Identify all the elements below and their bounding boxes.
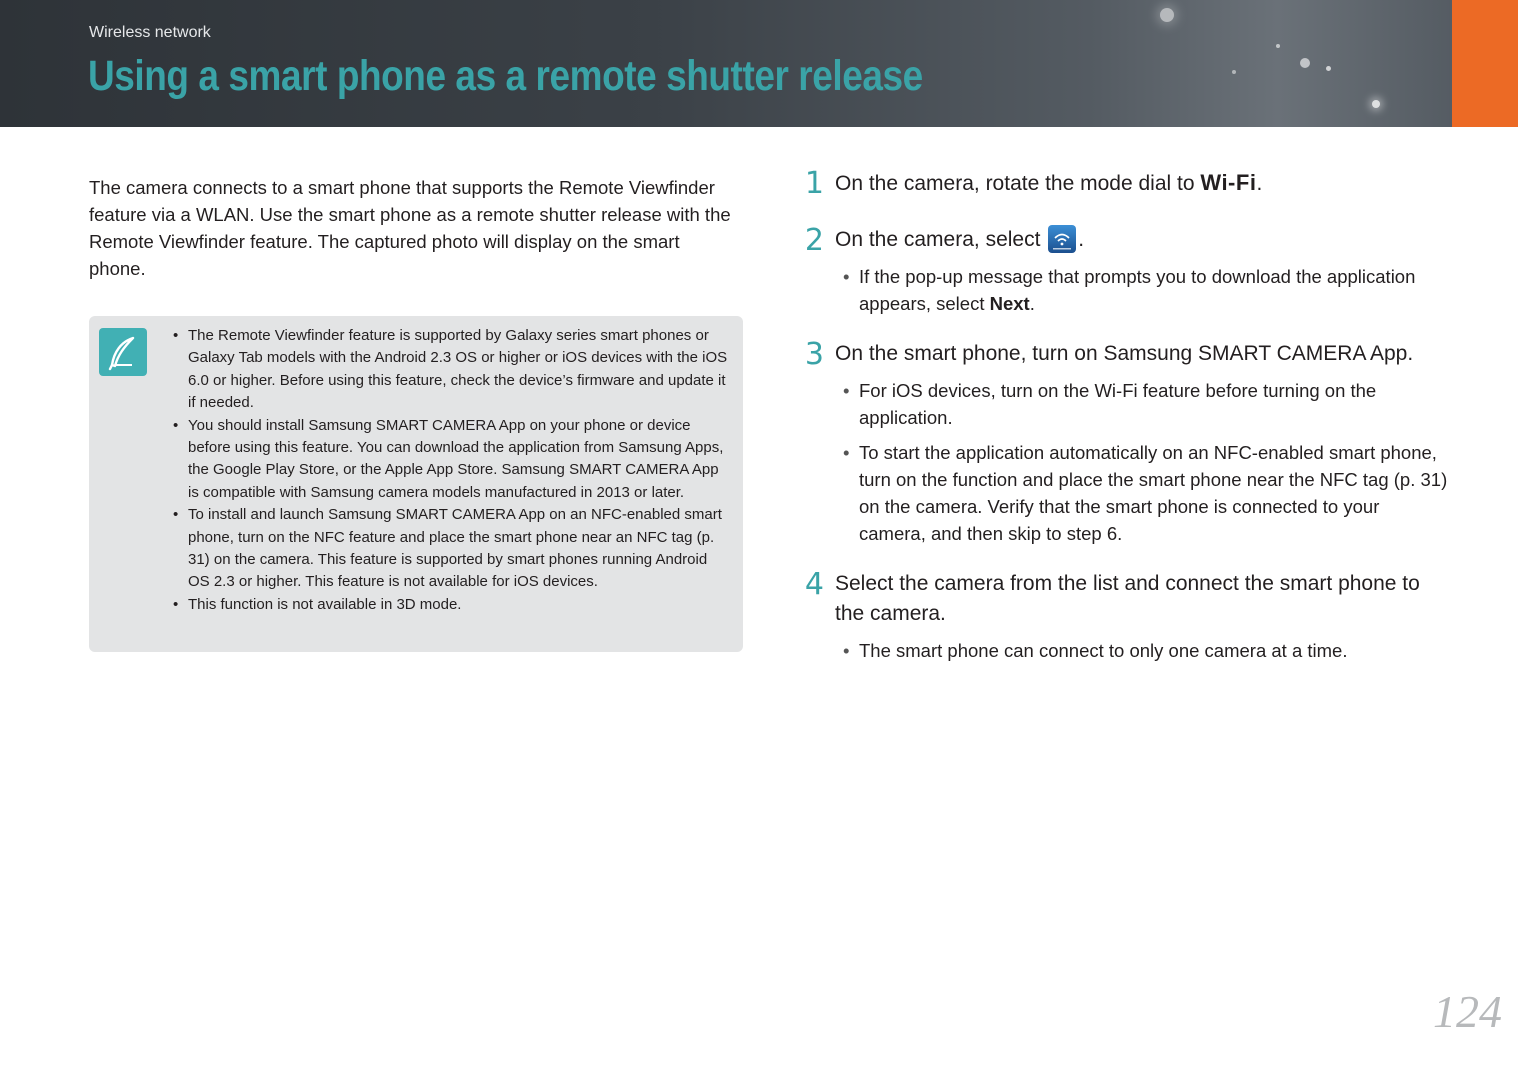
header-accent-tab — [1452, 0, 1518, 127]
note-item: • To install and launch Samsung SMART CAMERA App on an NFC-enabled smart phone, turn on the NFC feature and place the smart phone near an NFC tag (p. 31) on the camera. This feature is supported by smart phones running Android OS 2.3 or higher. This feature is not available for iOS devices. — [173, 504, 733, 594]
page-title: Using a smart phone as a remote shutter release — [88, 52, 923, 100]
step-sub-list — [835, 637, 1448, 664]
note-item: • This function is not available in 3D mode. — [173, 594, 733, 616]
step-sub-item: • For iOS devices, turn on the Wi-Fi feature before turning on the application. — [835, 377, 1448, 431]
sparkle-decoration — [1232, 70, 1236, 74]
page-number: 124 — [1433, 986, 1502, 1037]
sparkle-decoration — [1300, 58, 1310, 68]
intro-paragraph: The camera connects to a smart phone that supports the Remote Viewfinder feature via a WLAN. Use the smart phone as a remote shutter release with the Remote Viewfinder feature. The captured photo will display on the smart phone. — [89, 177, 731, 279]
sparkle-decoration — [1160, 8, 1174, 22]
note-box — [89, 316, 743, 652]
step-number: 4 — [804, 567, 824, 602]
steps-list — [798, 168, 1448, 672]
note-item: • You should install Samsung SMART CAMERA App on your phone or device before using this feature. You can download the application from Samsung Apps, the Google Play Store, or the Apple App Store. Samsung SMART CAMERA App is compatible with Samsung camera models manufactured in 2013 or later. — [173, 415, 733, 505]
step-text — [835, 225, 1448, 255]
sub-item-text: If the pop-up message that prompts you to download the application appears, select — [859, 266, 1416, 314]
step-1 — [798, 168, 1448, 199]
step-text — [835, 168, 1448, 199]
step-text: On the smart phone, turn on Samsung SMART CAMERA App. — [835, 342, 1414, 365]
next-option-label: Next — [989, 293, 1030, 314]
step-text-part: On the camera, select — [835, 228, 1047, 251]
note-list — [173, 325, 733, 616]
header-banner — [0, 0, 1452, 127]
sparkle-decoration — [1276, 44, 1280, 48]
step-sub-list — [835, 377, 1448, 547]
step-text-part: . — [1078, 228, 1085, 251]
pen-note-icon — [99, 328, 147, 376]
step-sub-item — [835, 263, 1448, 317]
step-number: 3 — [804, 337, 824, 372]
step-2 — [798, 225, 1448, 317]
sparkle-decoration — [1326, 66, 1331, 71]
sparkle-decoration — [1372, 100, 1380, 108]
step-sub-list — [835, 263, 1448, 317]
wifi-mode-icon: Wi-Fi — [1200, 170, 1257, 195]
step-text: Select the camera from the list and connect the smart phone to the camera. — [835, 572, 1420, 625]
step-number: 1 — [804, 166, 824, 201]
step-sub-item: • The smart phone can connect to only one camera at a time. — [835, 637, 1448, 664]
step-text-part: . — [1256, 172, 1263, 195]
step-text-part: On the camera, rotate the mode dial to — [835, 172, 1201, 195]
step-sub-item: • To start the application automatically on an NFC-enabled smart phone, turn on the function and place the smart phone near the NFC tag (p. 31) on the camera. Verify that the smart phone is connected to your camera, and then skip to step 6. — [835, 439, 1448, 547]
step-3 — [798, 339, 1448, 547]
sub-item-text: . — [1029, 293, 1035, 314]
note-item: • The Remote Viewfinder feature is supported by Galaxy series smart phones or Galaxy Tab models with the Android 2.3 OS or higher or iOS devices with the iOS 6.0 or higher. Before using this feature, check the device’s firmware and update it if needed. — [173, 325, 733, 415]
remote-viewfinder-app-icon — [1048, 225, 1076, 253]
step-4 — [798, 569, 1448, 664]
step-number: 2 — [804, 223, 824, 258]
section-label: Wireless network — [89, 24, 211, 41]
